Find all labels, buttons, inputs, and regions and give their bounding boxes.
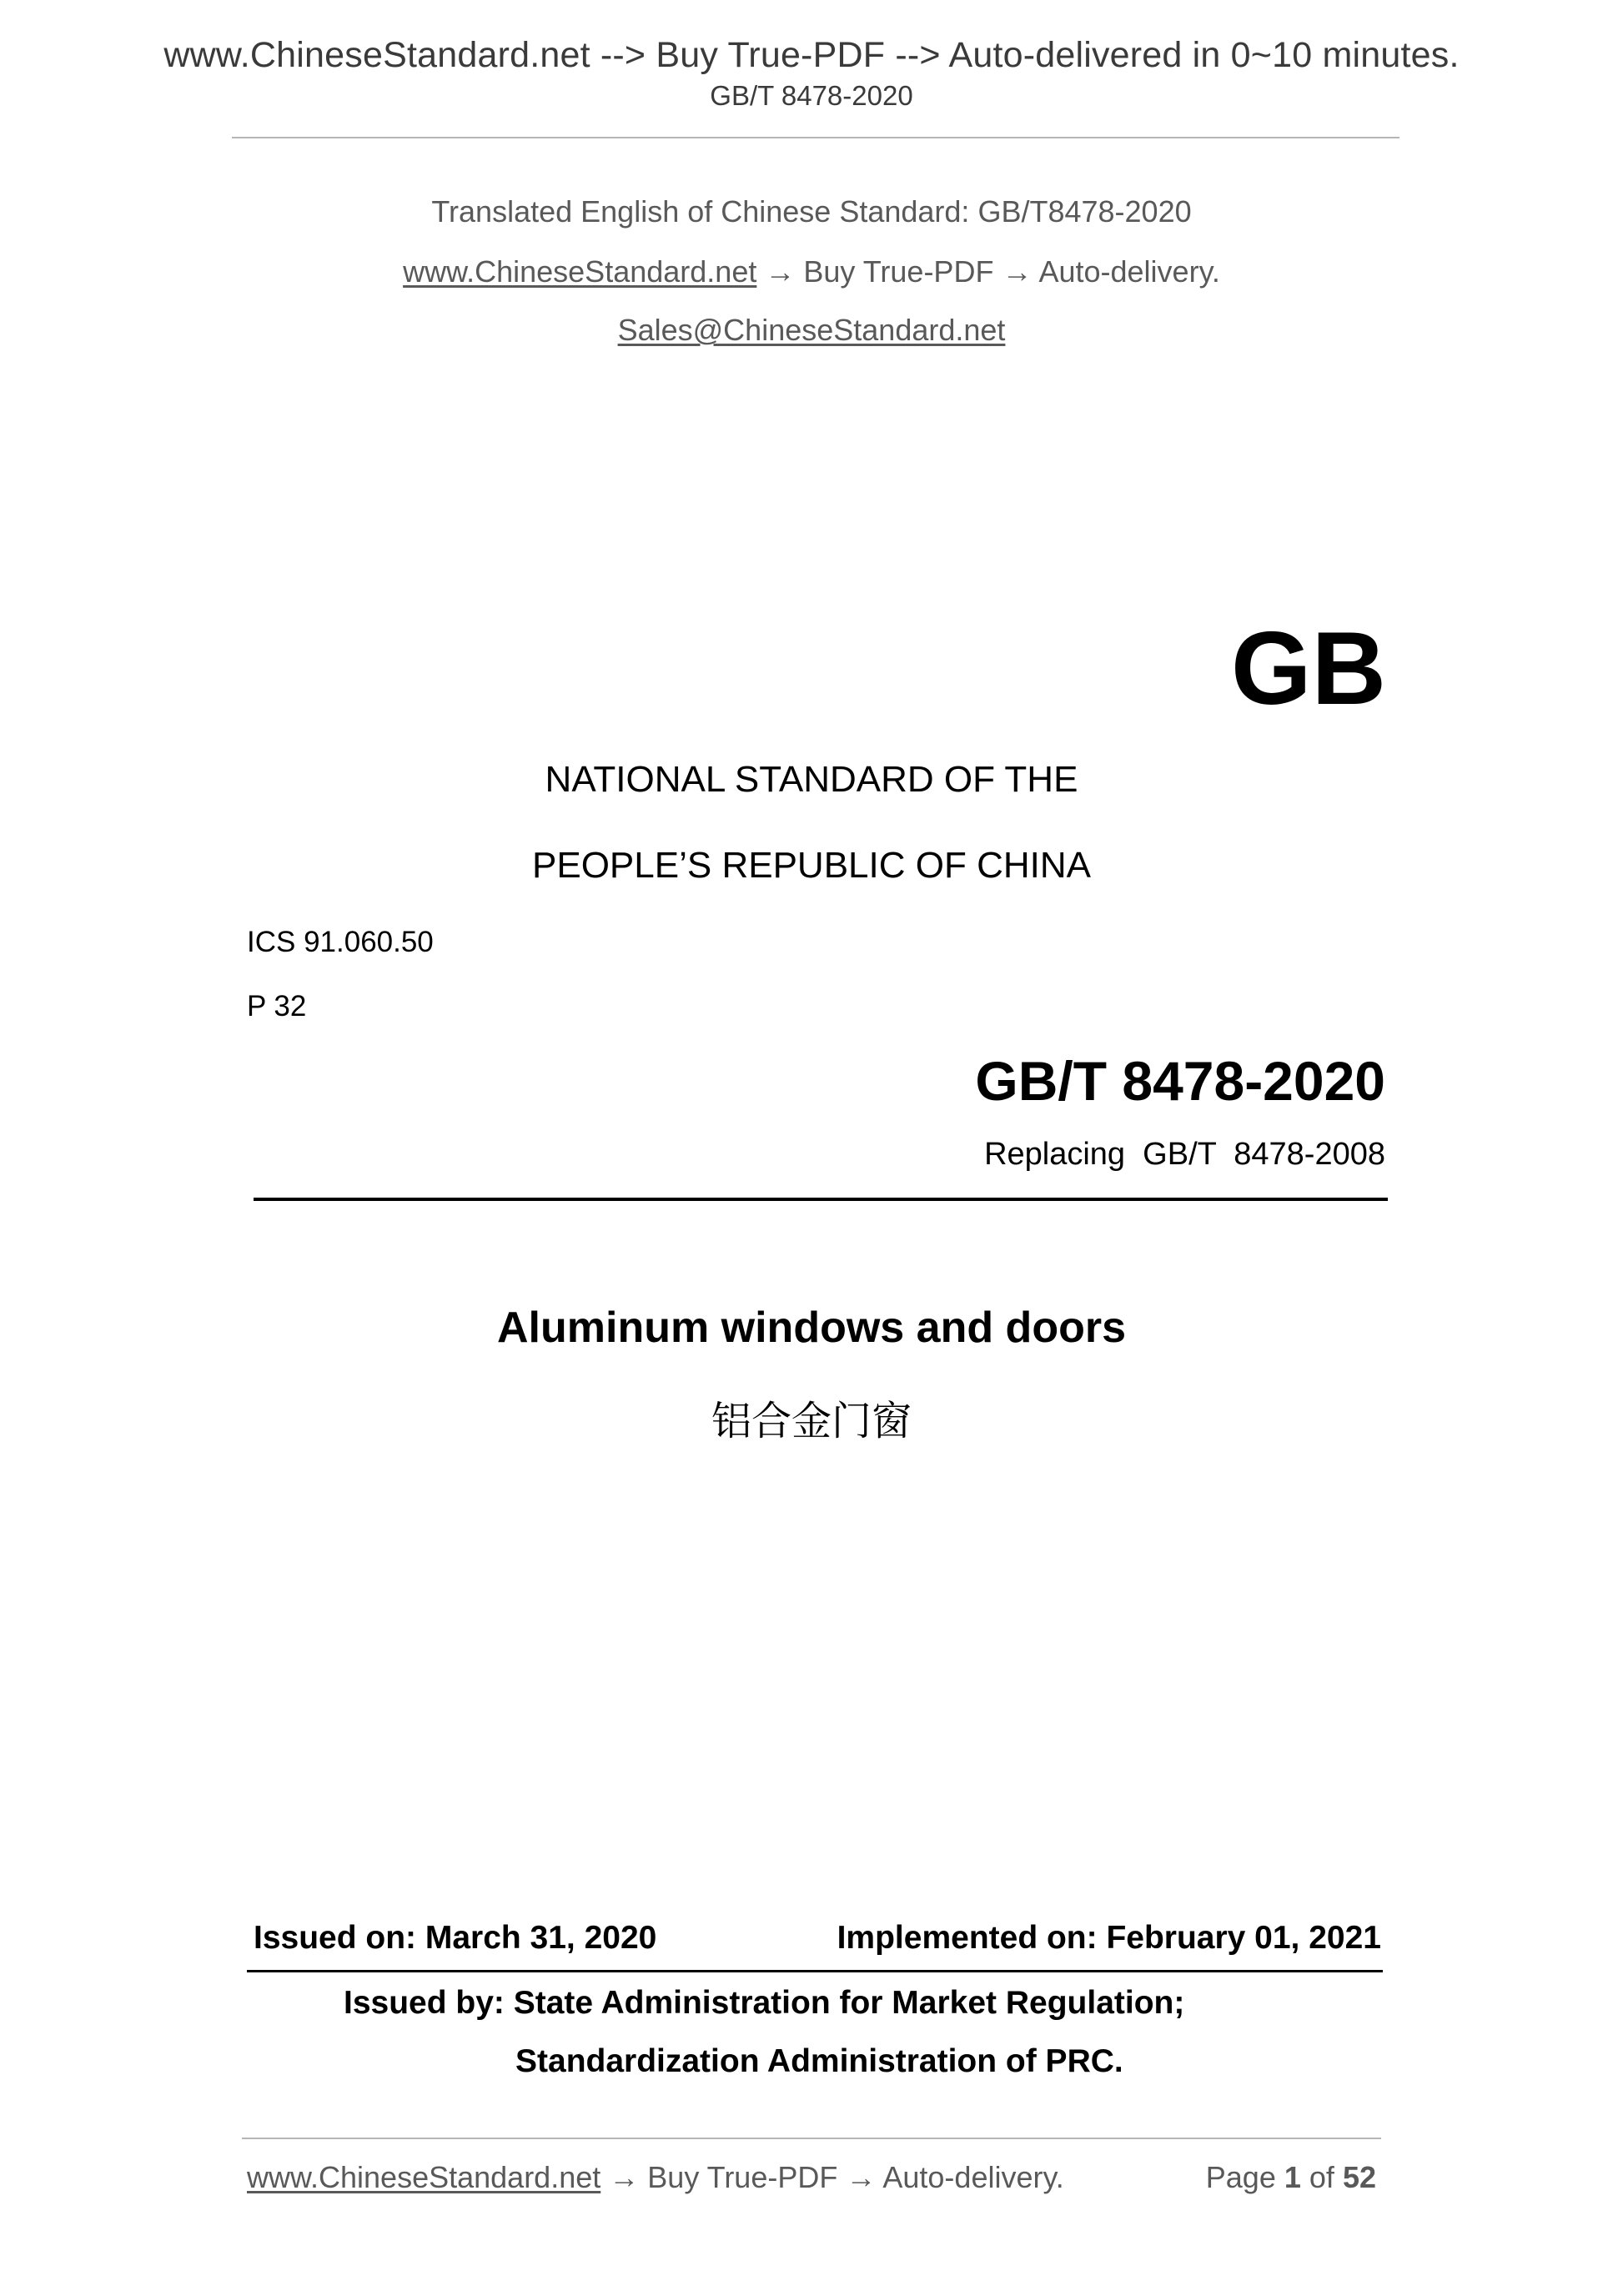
footer-purchase-line [247,2160,1064,2195]
issued-on-date: Issued on: March 31, 2020 [254,1920,657,1956]
page-number: 1 [1284,2160,1301,2194]
footer-divider [242,2138,1381,2139]
header-banner: www.ChineseStandard.net --> Buy True-PDF --> Auto-delivered in 0~10 minutes. [163,35,1460,75]
implemented-on-date: Implemented on: February 01, 2021 [837,1920,1381,1956]
dates-divider [247,1970,1383,1972]
footer-buy-text: Buy True-PDF [647,2160,838,2194]
sales-email-link[interactable]: Sales@ChineseStandard.net [617,313,1006,347]
issuing-authority-1: Issued by: State Administration for Market Regulation; [344,1985,1185,2021]
arrow-right-icon: → [1002,254,1033,289]
issuing-authority-2: Standardization Administration of PRC. [515,2043,1123,2079]
replacing-standard: Replacing GB/T 8478-2008 [984,1137,1385,1172]
ics-code: ICS 91.060.50 [247,926,434,958]
title-divider [254,1198,1388,1201]
header-divider [232,137,1399,138]
arrow-right-icon: → [765,254,796,289]
standard-code: GB/T 8478-2020 [975,1050,1385,1112]
document-title-chinese: 铝合金门窗 [711,1398,912,1444]
site-link[interactable]: www.ChineseStandard.net [403,254,757,289]
arrow-right-icon: → [846,2160,877,2194]
purchase-line [0,254,1623,289]
national-standard-line-2: PEOPLE’S REPUBLIC OF CHINA [532,845,1091,886]
national-standard-line-1: NATIONAL STANDARD OF THE [545,759,1078,800]
email-line [0,313,1623,348]
document-title: Aluminum windows and doors [497,1304,1126,1352]
classification-code: P 32 [247,990,307,1022]
buy-true-pdf-text: Buy True-PDF [803,254,994,289]
page-indicator [1206,2160,1376,2195]
auto-delivery-text: Auto-delivery. [1038,254,1220,289]
of-label: of [1309,2160,1334,2194]
arrow-right-icon: → [609,2160,640,2194]
translated-line: Translated English of Chinese Standard: GB/T8478-2020 [431,194,1192,229]
page-total: 52 [1342,2160,1376,2194]
gb-mark: GB [1231,611,1386,726]
footer-site-link[interactable]: www.ChineseStandard.net [247,2160,601,2194]
footer-delivery-text: Auto-delivery. [882,2160,1064,2194]
page-label: Page [1205,2160,1276,2194]
header-standard-code: GB/T 8478-2020 [710,80,913,111]
